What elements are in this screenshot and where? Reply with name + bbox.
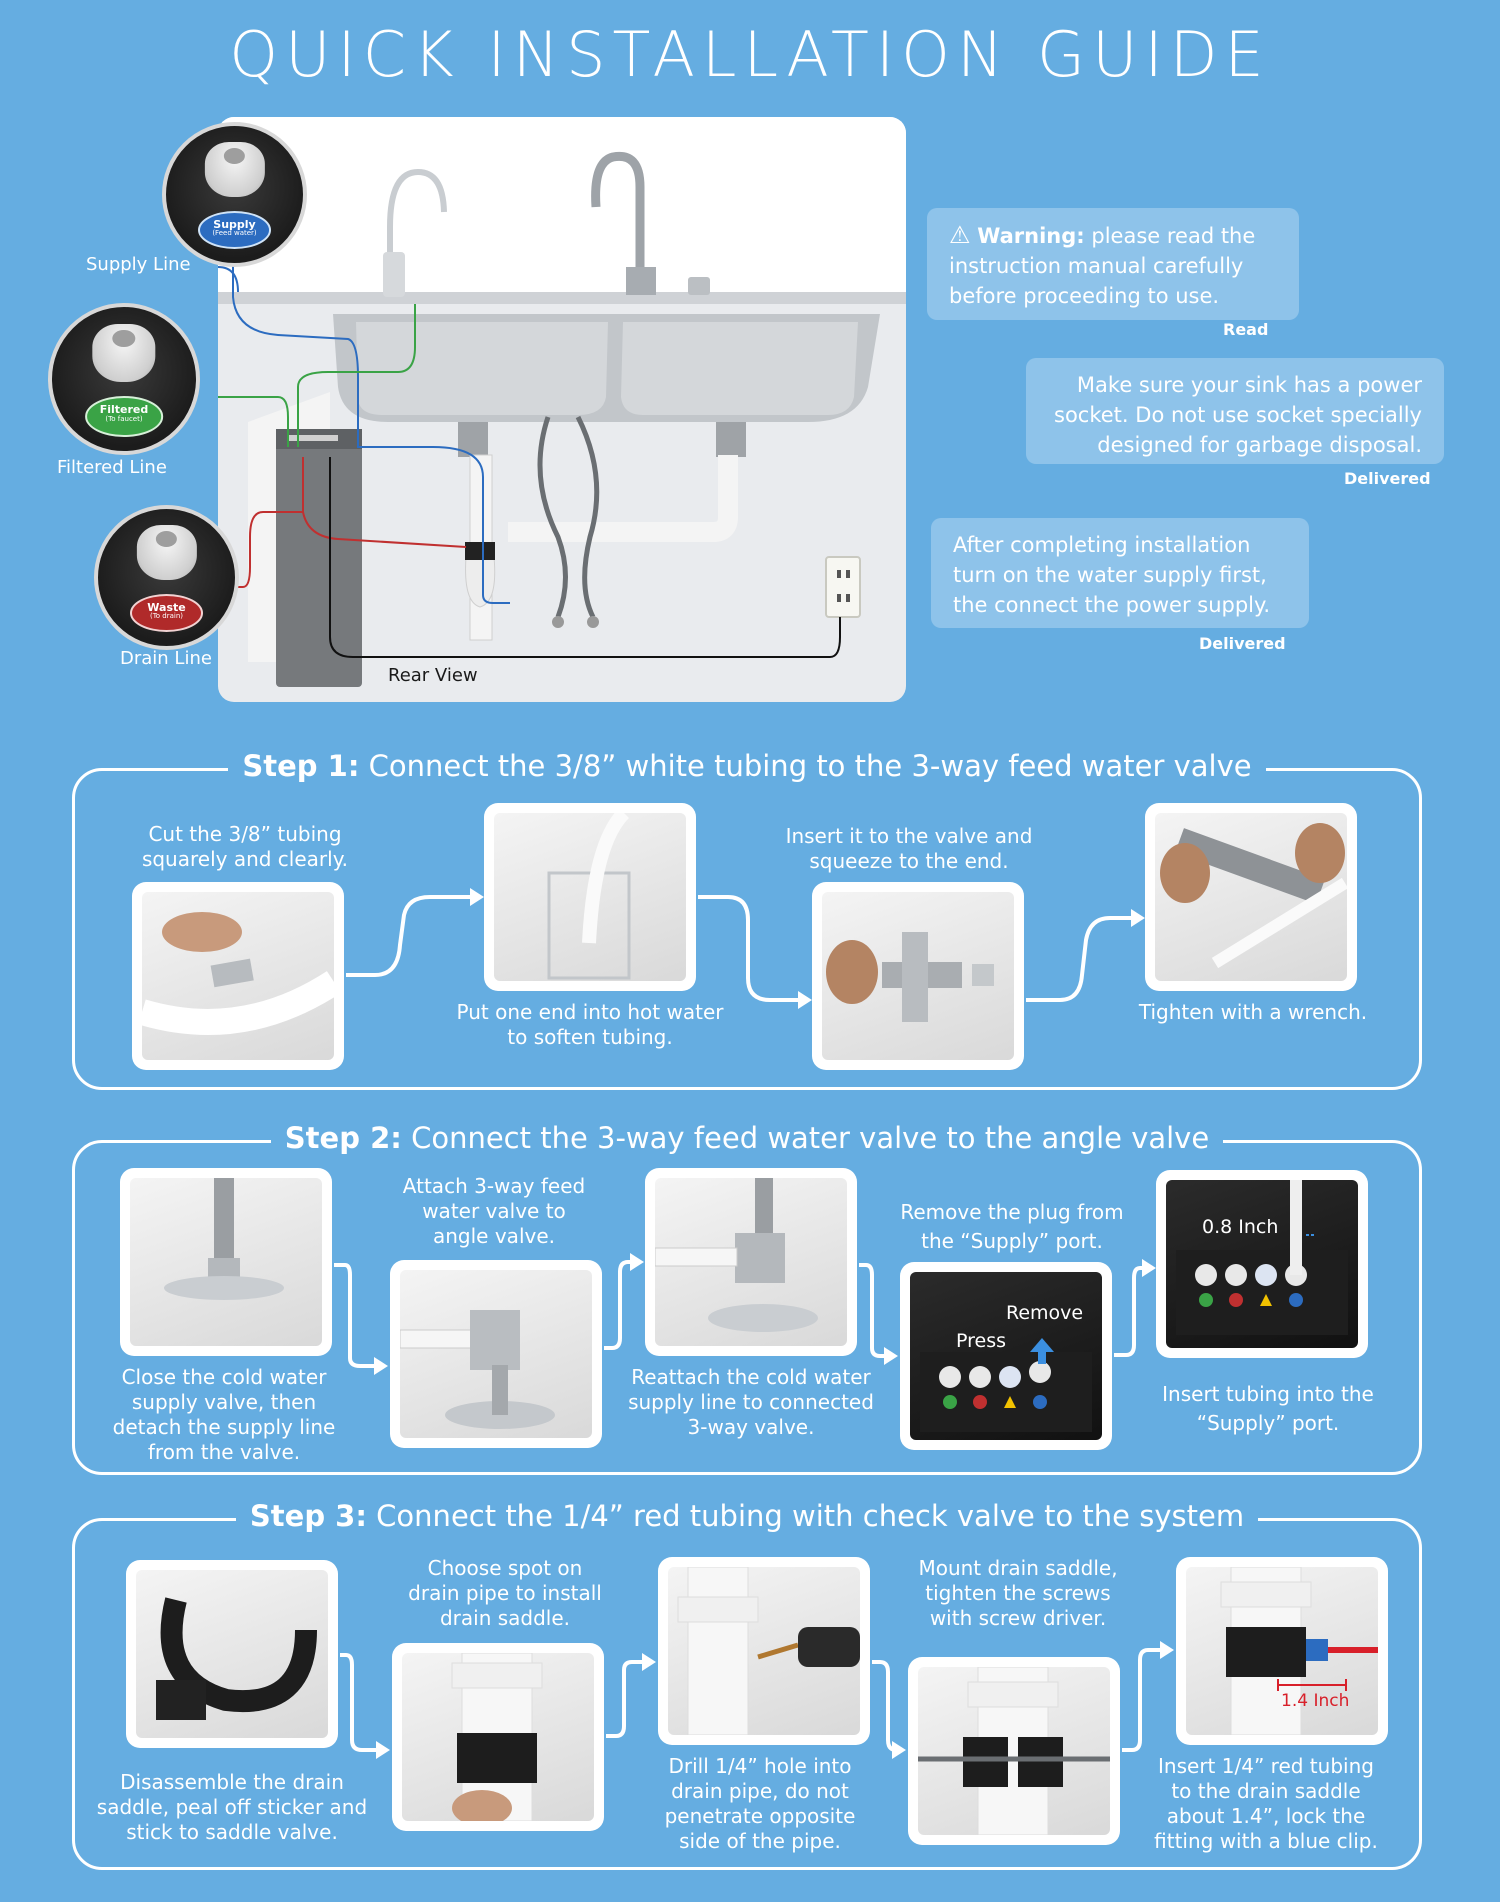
step-1-caption-1: Cut the 3/8” tubing squarely and clearly. bbox=[141, 822, 349, 871]
warning-tag: Read bbox=[1223, 320, 1269, 339]
press-label: Press bbox=[956, 1330, 1007, 1352]
step-2-caption-2: Attach 3-way feed water valve to angle valve. bbox=[402, 1174, 586, 1248]
power-callout: Make sure your sink has a power socket. Do not use socket specially designed for garbage disposal. bbox=[1026, 358, 1444, 464]
step-1-caption-4: Tighten with a wrench. bbox=[1138, 1000, 1368, 1024]
inch-label-supply: 0.8 Inch bbox=[1202, 1216, 1279, 1238]
page-title: QUICK INSTALLATION GUIDE bbox=[229, 18, 1271, 91]
step-2-title: Step 2: Connect the 3-way feed water valve to the angle valve bbox=[75, 1121, 1419, 1155]
warning-icon: ⚠ bbox=[949, 221, 971, 249]
rear-view-label: Rear View bbox=[388, 665, 478, 686]
power-tag: Delivered bbox=[1344, 469, 1431, 488]
supply-badge: Supply (Feed water) bbox=[198, 211, 272, 249]
supply-line-label: Supply Line bbox=[86, 254, 191, 275]
step-3-caption-3: Drill 1/4” hole into drain pipe, do not penetrate opposite side of the pipe. bbox=[664, 1754, 856, 1853]
step-3-caption-1: Disassemble the drain saddle, peal off sticker and stick to saddle valve. bbox=[96, 1770, 368, 1844]
step-1-title: Step 1: Connect the 3/8” white tubing to the 3-way feed water valve bbox=[75, 749, 1419, 783]
after-install-callout: After completing installation turn on the water supply first, the connect the power supply. bbox=[931, 518, 1309, 628]
remove-label: Remove bbox=[1006, 1302, 1084, 1324]
step-2-caption-3: Reattach the cold water supply line to connected 3-way valve. bbox=[628, 1365, 874, 1439]
step-3-caption-2: Choose spot on drain pipe to install drain saddle. bbox=[408, 1556, 602, 1630]
drain-line-label: Drain Line bbox=[120, 648, 212, 669]
step-2-caption-1: Close the cold water supply valve, then detach the supply line from the valve. bbox=[112, 1365, 336, 1464]
waste-badge: Waste (To drain) bbox=[130, 594, 204, 632]
step-2-caption-4: Remove the plug from the “Supply” port. bbox=[900, 1200, 1124, 1253]
step-3-caption-5: Insert 1/4” red tubing to the drain saddle about 1.4”, lock the fitting with a blue clip. bbox=[1154, 1754, 1378, 1853]
step-1-caption-3: Insert it to the valve and squeeze to the end. bbox=[785, 824, 1033, 873]
step-2-caption-5: Insert tubing into the “Supply” port. bbox=[1162, 1382, 1374, 1435]
filtered-line-label: Filtered Line bbox=[57, 457, 167, 478]
inch-label-drain: 1.4 Inch bbox=[1281, 1691, 1350, 1711]
filtered-badge: Filtered (To faucet) bbox=[85, 396, 163, 436]
after-install-tag: Delivered bbox=[1199, 634, 1286, 653]
warning-label: Warning: bbox=[977, 224, 1085, 248]
warning-text: please read the instruction manual carefully before proceeding to use. bbox=[949, 224, 1256, 308]
step-3-title: Step 3: Connect the 1/4” red tubing with check valve to the system bbox=[75, 1499, 1419, 1533]
step-3-caption-4: Mount drain saddle, tighten the screws with screw driver. bbox=[918, 1556, 1118, 1630]
step-1-caption-2: Put one end into hot water to soften tubing. bbox=[456, 1000, 724, 1049]
